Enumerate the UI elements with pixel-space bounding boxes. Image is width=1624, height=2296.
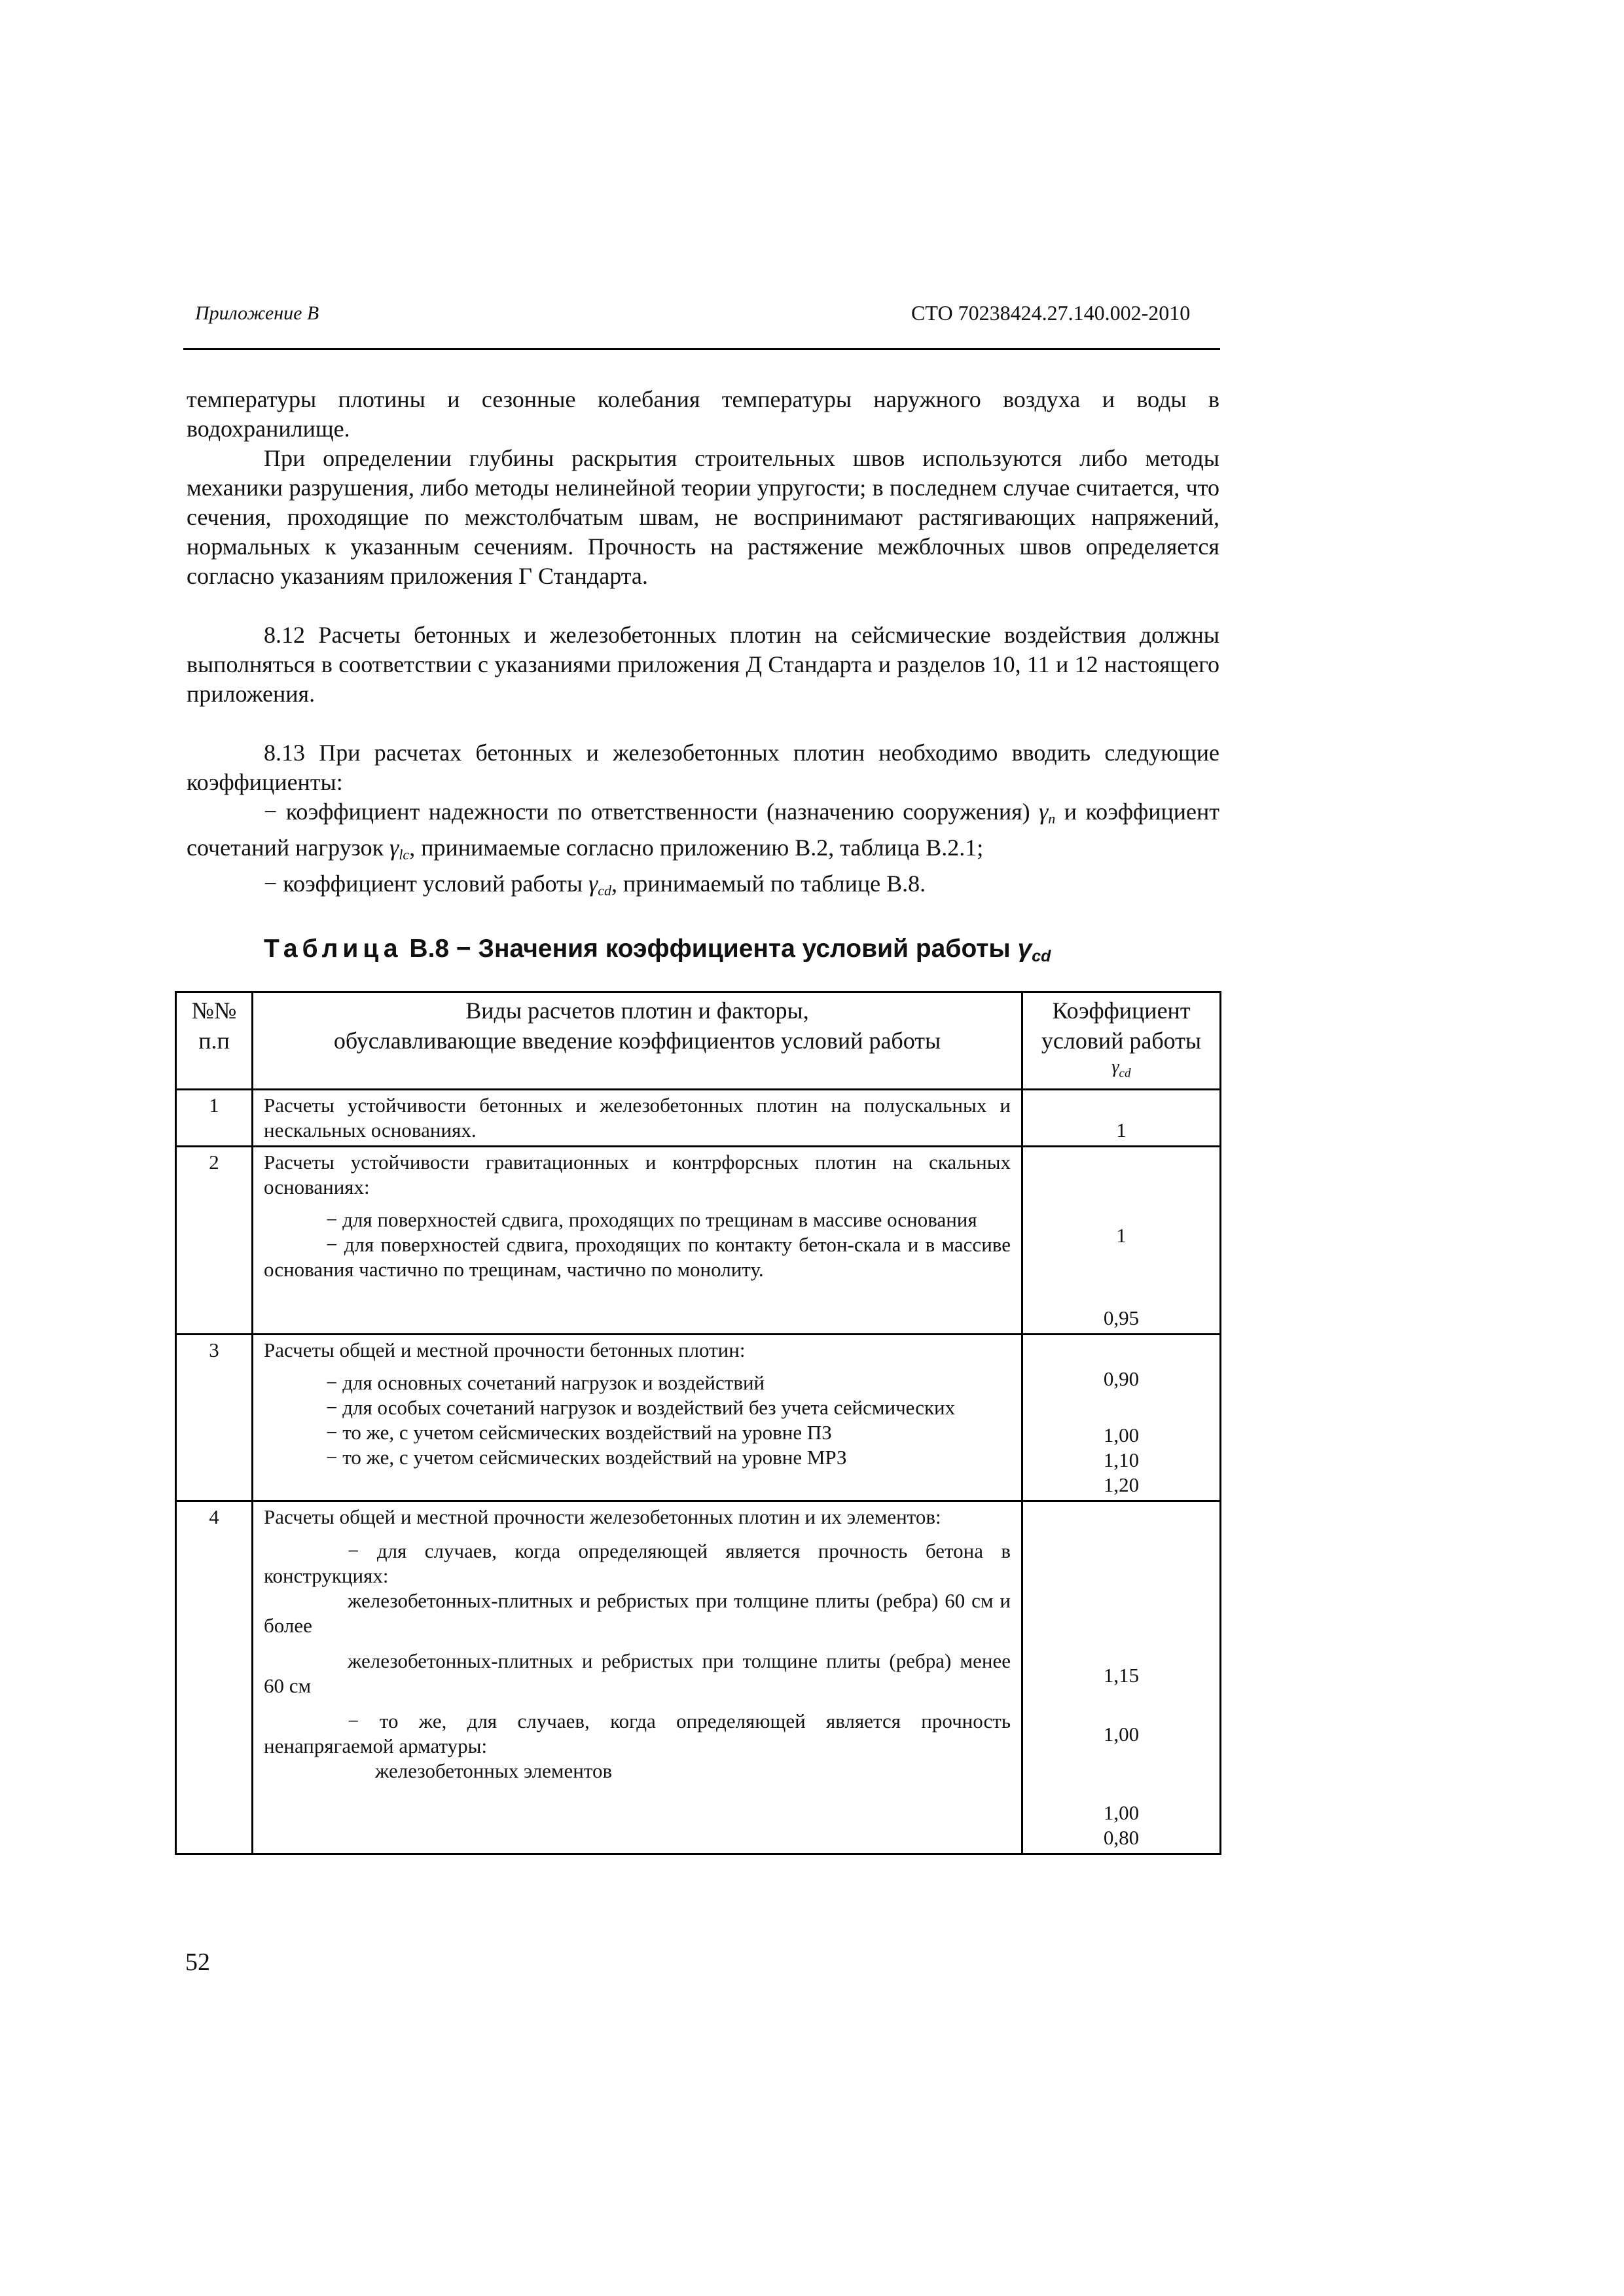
text-fragment: , принимаемый по таблице В.8. (611, 870, 926, 897)
text-fragment: и коэффициент сочетаний нагрузок (187, 798, 1220, 861)
gamma-n-symbol: $\gamma_n$ (1039, 798, 1056, 827)
row-value: 1 (1022, 1089, 1221, 1146)
paragraph-work-condition-coefficient (187, 869, 1219, 905)
table-row (176, 1089, 1221, 1146)
header-coefficient-cell: Коэффициент условий работы $\gamma_{cd}$ (1022, 992, 1221, 1090)
header-appendix-label: Приложение В (195, 302, 319, 324)
row-number: 2 (176, 1146, 253, 1334)
row-description: Расчеты устойчивости гравитационных и контрфорсных плотин на скальных основаниях: − для поверхностей сдвига, проходящих по трещинам в массиве основания − для поверхностей сдвига, проходящих по контакту бетон-скала и в массиве основания частично по трещинам, частично по монолиту. (253, 1146, 1022, 1334)
gamma-cd-symbol: $\gamma_{cd}$ (588, 870, 612, 899)
caption-symbol: $\gamma_{cd}$ (1017, 935, 1051, 965)
row-number: 3 (176, 1334, 253, 1501)
table-row (176, 1146, 1221, 1334)
body-text (187, 385, 1219, 905)
page-number: 52 (185, 1948, 210, 1976)
row-value: 1,15 1,00 1,00 0,80 (1022, 1501, 1221, 1854)
table-caption (264, 935, 1051, 966)
table-header-row (176, 992, 1221, 1090)
row-value: 0,90 1,00 1,10 1,20 (1022, 1334, 1221, 1501)
caption-label: Таблица (264, 935, 403, 963)
text-fragment: − коэффициент условий работы (264, 870, 583, 897)
text-fragment: , принимаемые согласно приложению В.2, таблица В.2.1; (409, 834, 984, 861)
row-value: 1 0,95 (1022, 1146, 1221, 1334)
row-description: Расчеты общей и местной прочности бетонных плотин: − для основных сочетаний нагрузок и воздействий − для особых сочетаний нагрузок и воздействий без учета сейсмических − то же, с учетом сейсмических воздействий на уровне ПЗ − то же, с учетом сейсмических воздействий на уровне МРЗ (253, 1334, 1022, 1501)
paragraph-reliability-coefficient (187, 797, 1219, 869)
table-row (176, 1501, 1221, 1854)
coefficients-table (175, 991, 1221, 1855)
row-description: Расчеты общей и местной прочности железобетонных плотин и их элементов: − для случаев, когда определяющей является прочность бетона в конструкциях: железобетонных-плитных и ребристых при толщине плиты (ребра) 60 см и более железобетонных-плитных и ребристых при толщине плиты (ребра) менее 60 см − то же, для случаев, когда определяющей является прочность ненапрягаемой арматуры: железобетонных элементов (253, 1501, 1022, 1854)
text-fragment: − коэффициент надежности по ответственности (назначению сооружения) (264, 798, 1030, 825)
table-row (176, 1334, 1221, 1501)
paragraph-joint-opening: При определении глубины раскрытия строительных швов используются либо методы механики разрушения, либо методы нелинейной теории упругости; в последнем случае считается, что сечения, проходящие по межстолбчатым швам, не воспринимают растягивающих напряжений, нормальных к указанным сечениям. Прочность на растяжение межблочных швов определяется согласно указаниям приложения Г Стандарта. (187, 445, 1219, 589)
header-standard-code: СТО 70238424.27.140.002-2010 (911, 301, 1191, 325)
header-rule (183, 348, 1220, 350)
row-description: Расчеты устойчивости бетонных и железобетонных плотин на полускальных и нескальных основаниях. (253, 1089, 1022, 1146)
caption-text: В.8 − Значения коэффициента условий работы (409, 935, 1011, 963)
paragraph-8-13: 8.13 При расчетах бетонных и железобетонных плотин необходимо вводить следующие коэффициенты: (187, 740, 1219, 795)
header-description-cell: Виды расчетов плотин и факторы, обуславливающие введение коэффициентов условий работы (253, 992, 1022, 1090)
row-number: 1 (176, 1089, 253, 1146)
row-number: 4 (176, 1501, 253, 1854)
paragraph-continuation: температуры плотины и сезонные колебания температуры наружного воздуха и воды в водохранилище. (187, 386, 1219, 442)
paragraph-8-12: 8.12 Расчеты бетонных и железобетонных плотин на сейсмические воздействия должны выполняться в соответствии с указаниями приложения Д Стандарта и разделов 10, 11 и 12 настоящего приложения. (187, 622, 1219, 707)
gamma-lc-symbol: $\gamma_{lc}$ (389, 834, 410, 863)
header-number-cell: №№ п.п (176, 992, 253, 1090)
